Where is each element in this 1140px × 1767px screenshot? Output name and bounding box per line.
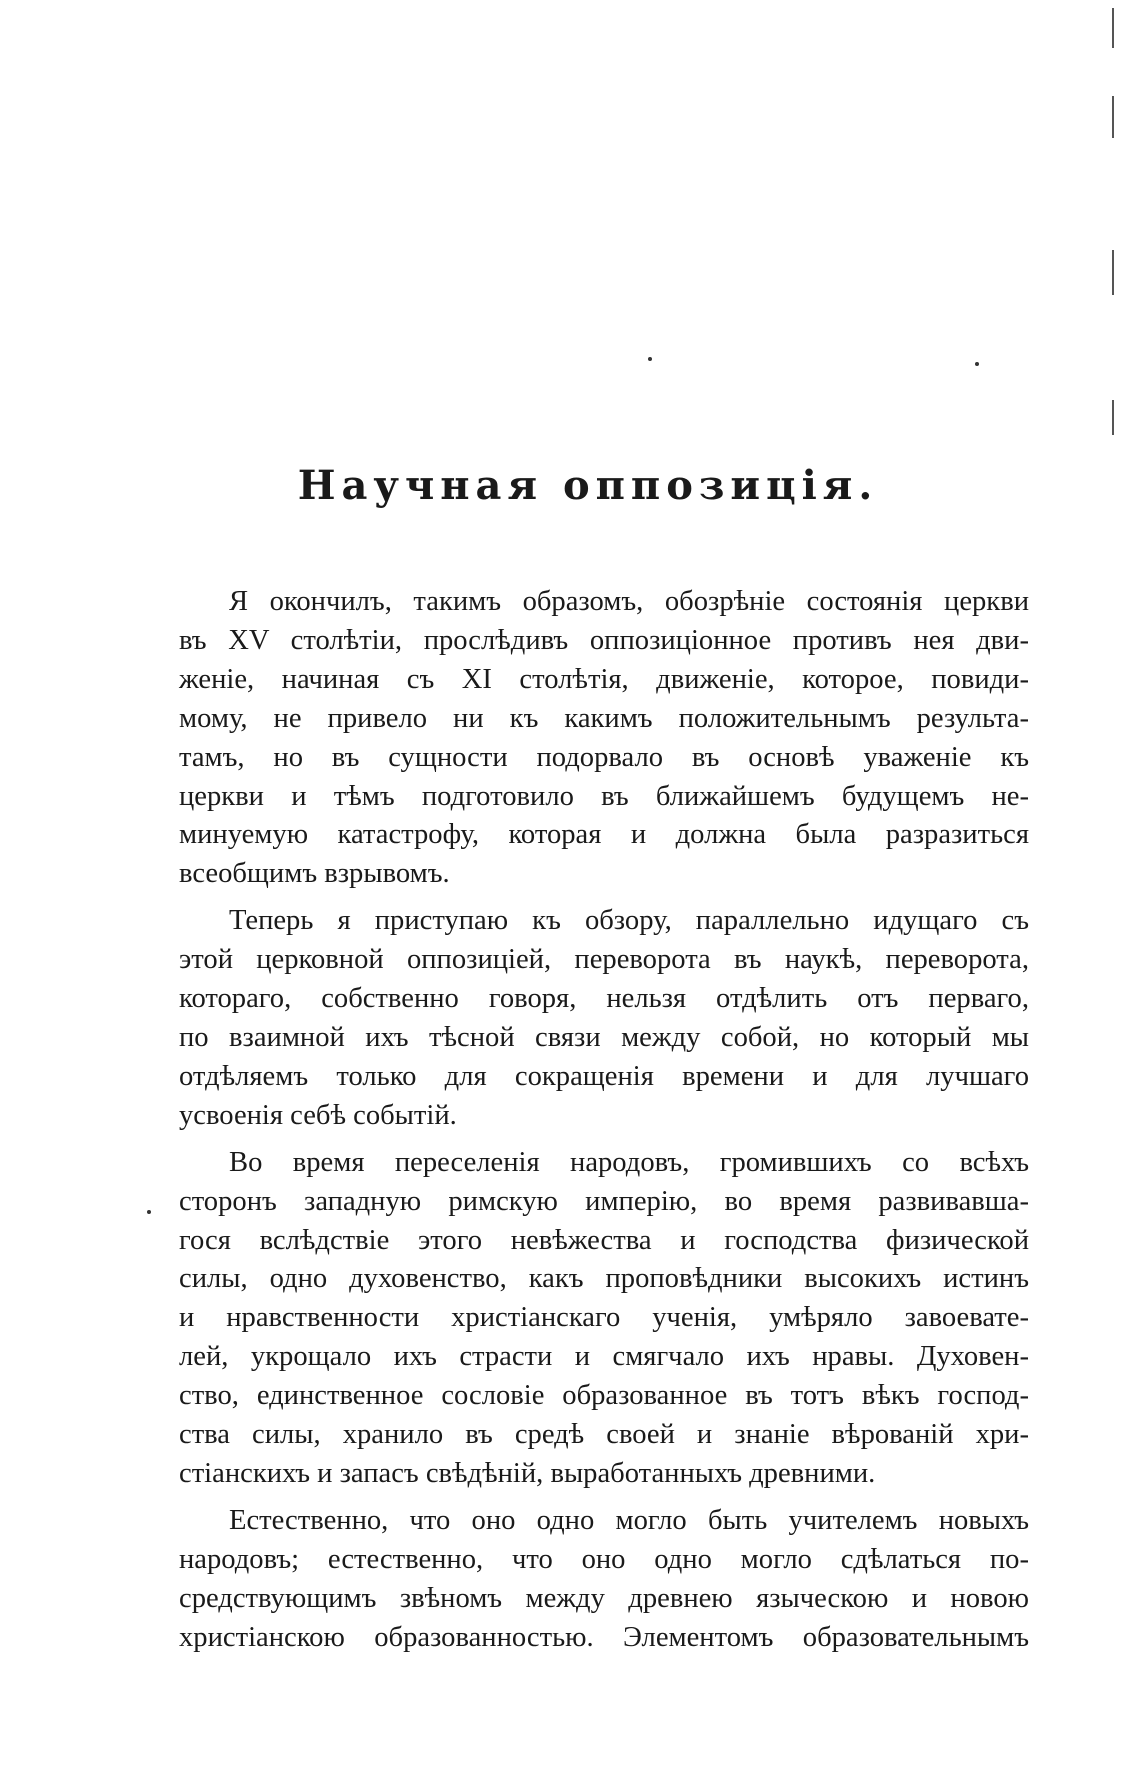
text-line: всеобщимъ взрывомъ. bbox=[179, 858, 450, 890]
text-line: средствующимъ звѣномъ между древнею языческою и новою bbox=[179, 1582, 1029, 1614]
scan-edge-mark bbox=[1112, 400, 1114, 435]
text-line: усвоенія себѣ событій. bbox=[179, 1099, 457, 1131]
text-line: церкви и тѣмъ подготовило въ ближайшемъ будущемъ не- bbox=[179, 780, 1029, 812]
text-line: Я окончилъ, такимъ образомъ, обозрѣніе состоянія церкви bbox=[229, 586, 1029, 617]
text-line: лей, укрощало ихъ страсти и смягчало ихъ нравы. Духовен- bbox=[179, 1341, 1029, 1373]
paragraph bbox=[179, 1502, 1029, 1658]
text-line: сторонъ западную римскую имперію, во время развивавша- bbox=[179, 1185, 1029, 1217]
text-line: народовъ; естественно, что оно одно могло сдѣлаться по- bbox=[179, 1543, 1029, 1575]
text-line: силы, одно духовенство, какъ проповѣдники высокихъ истинъ bbox=[179, 1263, 1029, 1295]
text-line: христіанскою образованностью. Элементомъ образовательнымъ bbox=[179, 1621, 1029, 1653]
text-line: гося вслѣдствіе этого невѣжества и господства физической bbox=[179, 1224, 1029, 1256]
text-line: по взаимной ихъ тѣсной связи между собой, но который мы bbox=[179, 1021, 1029, 1053]
scan-edge-mark bbox=[1112, 8, 1114, 48]
paragraph bbox=[179, 583, 1029, 894]
text-line: Естественно, что оно одно могло быть учителемъ новыхъ bbox=[229, 1504, 1029, 1536]
text-line: женіе, начиная съ XI столѣтія, движеніе, которое, повиди- bbox=[179, 663, 1029, 695]
text-line: тамъ, но въ сущности подорвало въ основѣ уваженіе къ bbox=[179, 741, 1029, 773]
scan-edge-mark bbox=[1112, 250, 1114, 295]
text-line: ство, единственное сословіе образованное въ тотъ вѣкъ господ- bbox=[179, 1380, 1029, 1412]
paragraph bbox=[179, 902, 1029, 1135]
text-line: и нравственности христіанскаго ученія, умѣряло завоевате- bbox=[179, 1302, 1029, 1334]
text-line: Во время переселенія народовъ, громившихъ со всѣхъ bbox=[229, 1146, 1029, 1178]
scan-edge-mark bbox=[1112, 96, 1114, 138]
text-line: въ XV столѣтіи, прослѣдивъ оппозиціонное противъ нея дви- bbox=[179, 624, 1029, 656]
paragraph bbox=[179, 1144, 1029, 1494]
scan-speck bbox=[648, 357, 652, 361]
scan-speck bbox=[975, 362, 979, 366]
text-line: стіанскихъ и запасъ свѣдѣній, выработанныхъ древними. bbox=[179, 1457, 876, 1489]
text-line: котораго, собственно говоря, нельзя отдѣлить отъ перваго, bbox=[179, 983, 1029, 1015]
text-line: отдѣляемъ только для сокращенія времени и для лучшаго bbox=[179, 1060, 1029, 1092]
scan-speck bbox=[147, 1210, 151, 1214]
body-text bbox=[179, 583, 1029, 1665]
chapter-title: Научная оппозиція. bbox=[297, 462, 879, 509]
text-line: ства силы, хранило въ средѣ своей и знаніе вѣрованій хри- bbox=[179, 1419, 1029, 1451]
text-line: мому, не привело ни къ какимъ положительнымъ результа- bbox=[179, 702, 1029, 734]
text-line: этой церковной оппозиціей, переворота въ наукѣ, переворота, bbox=[179, 944, 1029, 976]
text-line: минуемую катастрофу, которая и должна была разразиться bbox=[179, 819, 1029, 851]
text-line: Теперь я приступаю къ обзору, параллельно идущаго съ bbox=[229, 905, 1029, 937]
